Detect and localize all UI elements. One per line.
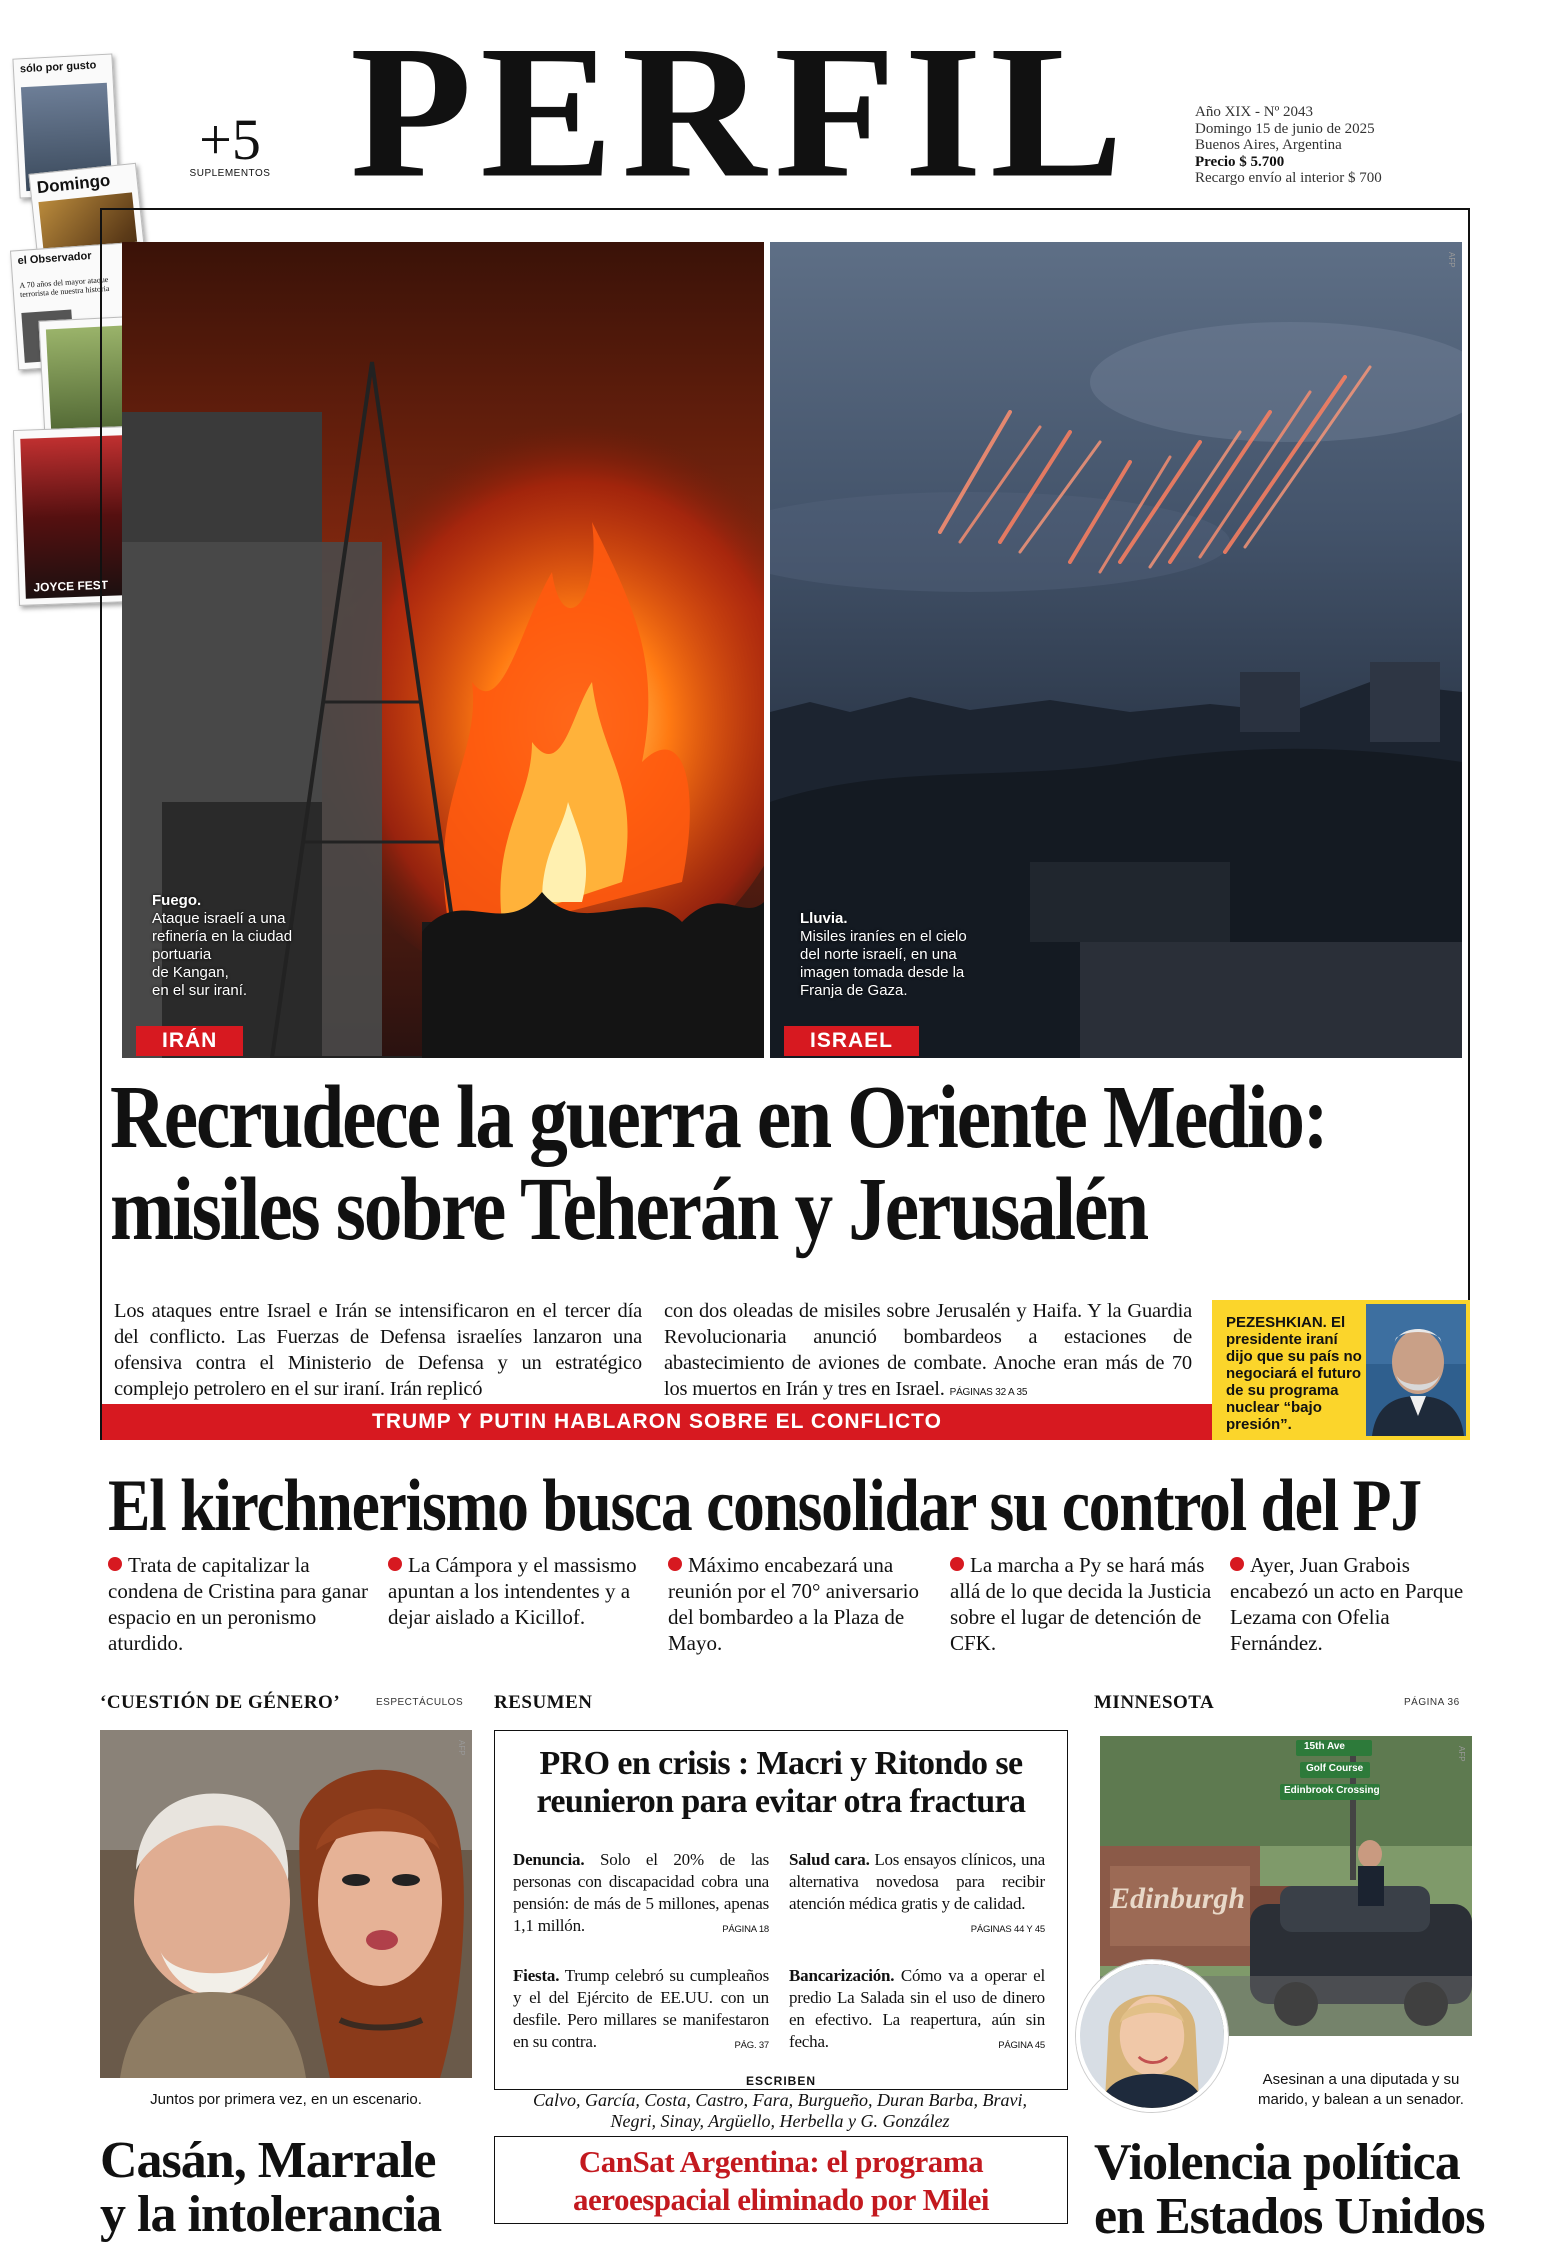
bullet-item: Trata de capitalizar la condena de Cristina para ganar espacio en un peronismo aturdido. [108,1553,369,1655]
resumen-item[interactable]: Bancarización. Cómo va a operar el predio La Salada sin el uso de dinero en efectivo. La reapertura, aún sin fecha. PÁGINA 45 [789,1966,1045,2051]
supplement-cover[interactable]: JOYCE FEST [13,426,135,606]
main-story [100,208,1470,1440]
country-flag-label: IRÁN [136,1026,243,1056]
casan-headline[interactable]: Casán, Marrale y la intolerancia [100,2132,442,2243]
related-banner[interactable]: TRUMP Y PUTIN HABLARON SOBRE EL CONFLICTO [102,1404,1212,1440]
photo-caption: Asesinan a una diputada y su marido, y balean a un senador. [1258,2071,1464,2108]
supplement-cover[interactable]: el Observador A 70 años del mayor ataque terrorista de nuestra historia [10,242,148,371]
supplement-cover[interactable]: sólo por gusto [12,53,119,198]
supplements-count: +5 SUPLEMENTOS [189,107,271,179]
photo-caption: Juntos por primera vez, en un escenario. [150,2091,422,2108]
casan-marrale-photo[interactable]: AFP [100,1730,472,2078]
pro-headline[interactable]: PRO en crisis : Macri y Ritondo se reunieron para evitar otra fractura [536,1745,1026,1820]
country-flag-label: ISRAEL [784,1026,919,1056]
resumen-item[interactable]: Denuncia. Solo el 20% de las personas con discapacidad cobra una pensión: de más de 5 millones, apenas 1,1 millón. PÁGINA 18 [513,1850,769,1935]
resumen-item[interactable]: Fiesta. Trump celebró su cumpleaños y el del Ejército de EE.UU. con un desfile. Pero millares se manifestaron en su contra. PÁG. 37 [513,1966,769,2051]
minnesota-photo[interactable]: 15th Ave Golf Course Edinbrook Crossing Edinburgh AFP [1100,1736,1472,2036]
bullet-dot-icon [108,1557,122,1571]
supplement-cover[interactable]: Domingo [28,163,151,323]
bullet-item: La marcha a Py se hará más allá de lo que decida la Justicia sobre el lugar de detención de CFK. [950,1553,1212,1655]
writers-label: ESCRIBEN [745,2074,816,2088]
bullet-item: Máximo encabezará una reunión por el 70° aniversario del bombardeo a la Plaza de Mayo. [668,1553,919,1655]
resumen-box [494,1730,1068,2090]
main-headline[interactable]: Recrudece la guerra en Oriente Medio: misiles sobre Teherán y Jerusalén [110,1068,1327,1259]
pezeshkian-sidebar[interactable]: PEZESHKIAN. El presidente iraní dijo que su país no negociará el futuro de su programa nuclear “bajo presión”. [1212,1300,1470,1440]
pj-headline[interactable]: El kirchnerismo busca consolidar su control del PJ [108,1465,1421,1547]
bullet-dot-icon [388,1557,402,1571]
page-reference: PÁGINA 36 [1404,1697,1460,1708]
bullet-item: La Cámpora y el massismo apuntan a los intendentes y a dejar aislado a Kicillof. [388,1553,637,1629]
photo-caption: Fuego. Ataque israelí a una refinería en la ciudad portuaria de Kangan, en el sur iraní. [152,892,293,999]
lead-paragraph-col1: Los ataques entre Israel e Irán se intensificaron en el tercer día del conflicto. Las Fuerzas de Defensa israelíes lanzaron una ofensiva contra el Ministerio de Defensa y un estratégico complejo petrolero en el sur iraní. Irán replicó [114,1300,642,1400]
bullet-dot-icon [668,1557,682,1571]
resumen-item[interactable]: Salud cara. Los ensayos clínicos, una alternativa novedosa para recibir atención médica gratis y de calidad. PÁGINAS 44 Y 45 [789,1850,1045,1935]
page-reference: PÁGINAS 32 A 35 [949,1387,1028,1398]
lead-paragraph-col2: con dos oleadas de misiles sobre Jerusalén y Haifa. Y la Guardia Revolucionaria anunció bombardeos a estaciones de abastecimiento de aviones de combate. Anoche eran más de 70 los muertos en Irán y tres en Israel. PÁGINAS 32 A 35 [664,1300,1192,1400]
photo-caption: Lluvia. Misiles iraníes en el cielo del norte israelí, en una imagen tomada desde la Franja de Gaza. [800,910,967,999]
section-label: MINNESOTA [1094,1692,1215,1713]
bullet-item: Ayer, Juan Grabois encabezó un acto en Parque Lezama con Ofelia Fernández. [1230,1553,1464,1655]
diputada-portrait[interactable] [1076,1960,1228,2112]
violencia-headline[interactable]: Violencia política en Estados Unidos [1094,2134,1485,2245]
writers-list: Calvo, García, Costa, Castro, Fara, Burgueño, Duran Barba, Bravi, Negri, Sinay, Argüello, Herbella y G. González [533,2090,1027,2131]
pezeshkian-portrait [1366,1304,1466,1436]
photo-israel-missiles[interactable]: AFP Lluvia. Misiles iraníes en el cielo del norte israelí, en una imagen tomada desde la Franja de Gaza. ISRAEL [770,242,1462,1058]
section-tag: ESPECTÁCULOS [376,1697,464,1708]
photo-iran-fire[interactable] [122,242,764,1058]
cansat-headline[interactable]: CanSat Argentina: el programa aeroespacial eliminado por Milei [494,2136,1068,2224]
bullet-dot-icon [1230,1557,1244,1571]
bullet-dot-icon [950,1557,964,1571]
newspaper-logo[interactable]: PERFIL [350,7,1132,218]
section-label: RESUMEN [494,1692,593,1713]
edition-info: Año XIX - Nº 2043 Domingo 15 de junio de 2025 Buenos Aires, Argentina Precio $ 5.700 Recargo envío al interior $ 700 [1195,104,1382,186]
section-label: ‘CUESTIÓN DE GÉNERO’ [100,1692,341,1713]
